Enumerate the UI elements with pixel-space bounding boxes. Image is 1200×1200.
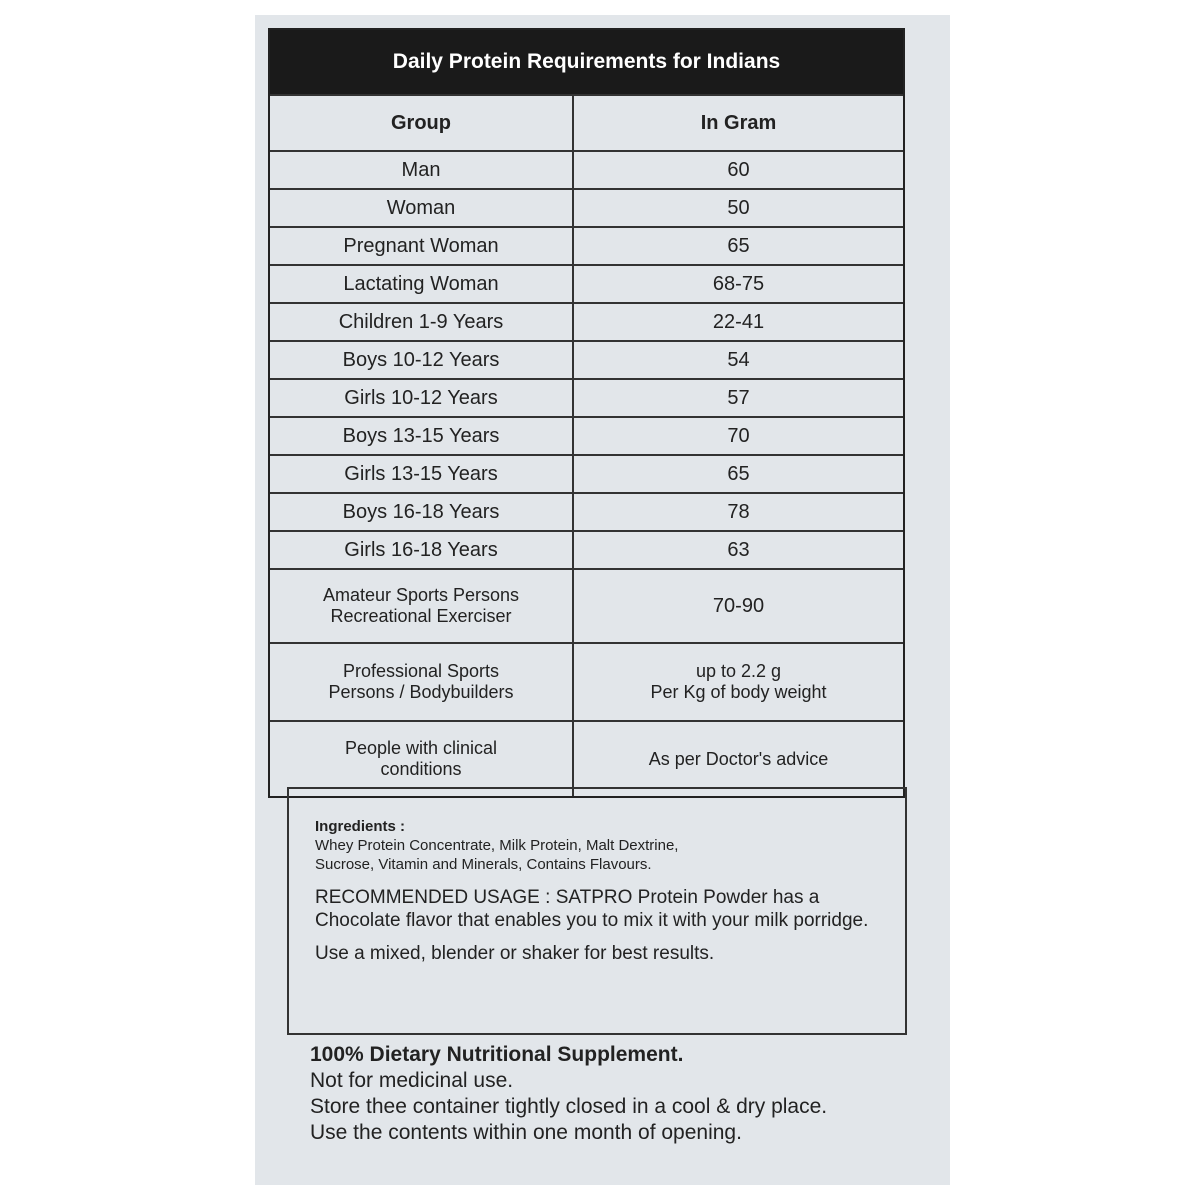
- usage-tip: Use a mixed, blender or shaker for best results.: [315, 943, 715, 964]
- ingredients-line: Whey Protein Concentrate, Milk Protein, Malt Dextrine,: [315, 837, 679, 854]
- cell-text: up to 2.2 g: [695, 661, 782, 681]
- footer-line: Not for medicinal use.: [310, 1069, 514, 1092]
- table-row: [270, 530, 903, 568]
- recommended-usage: RECOMMENDED USAGE : SATPRO Protein Powder has a Chocolate flavor that enables you to mix it with your milk porridge.: [315, 887, 869, 931]
- cell-group: [270, 190, 574, 226]
- cell-group: [270, 570, 574, 642]
- table-row: [270, 416, 903, 454]
- cell-text: Boys 16-18 Years: [342, 500, 500, 523]
- cell-grams: [574, 644, 903, 720]
- cell-group: [270, 266, 574, 302]
- cell-group: [270, 228, 574, 264]
- ingredients-line: Sucrose, Vitamin and Minerals, Contains Flavours.: [315, 856, 652, 873]
- footer-notes: [310, 1042, 827, 1146]
- footer-headline: 100% Dietary Nutritional Supplement.: [310, 1043, 684, 1066]
- cell-group: [270, 456, 574, 492]
- cell-text: Boys 10-12 Years: [342, 348, 500, 371]
- cell-text: conditions: [380, 759, 462, 779]
- cell-text: Amateur Sports Persons: [322, 585, 520, 605]
- cell-group: [270, 532, 574, 568]
- cell-text: 70: [727, 424, 750, 447]
- cell-grams: [574, 570, 903, 642]
- footer-line: Store thee container tightly closed in a cool & dry place.: [310, 1095, 828, 1118]
- cell-grams: [574, 266, 903, 302]
- table-row: [270, 720, 903, 796]
- protein-requirements-table: [268, 28, 905, 798]
- cell-text: Recreational Exerciser: [330, 606, 512, 626]
- cell-grams: [574, 228, 903, 264]
- table-row: [270, 492, 903, 530]
- cell-text: 68-75: [712, 272, 765, 295]
- cell-group: [270, 304, 574, 340]
- cell-text: As per Doctor's advice: [648, 748, 829, 769]
- ingredients-box: [287, 787, 907, 1035]
- cell-text: 78: [727, 500, 750, 523]
- cell-grams: [574, 456, 903, 492]
- cell-text: 57: [727, 386, 750, 409]
- cell-text: 50: [727, 196, 750, 219]
- cell-group: [270, 644, 574, 720]
- cell-text: Professional Sports: [342, 661, 500, 681]
- cell-grams: [574, 418, 903, 454]
- table-row: [270, 226, 903, 264]
- cell-group: [270, 418, 574, 454]
- cell-grams: [574, 304, 903, 340]
- cell-grams: [574, 342, 903, 378]
- table-row: [270, 378, 903, 416]
- cell-text: Girls 10-12 Years: [344, 386, 498, 409]
- header-group: Group: [270, 96, 574, 150]
- cell-grams: [574, 532, 903, 568]
- table-title: Daily Protein Requirements for Indians: [270, 30, 903, 94]
- table-row: [270, 188, 903, 226]
- cell-grams: [574, 494, 903, 530]
- cell-text: Children 1-9 Years: [338, 310, 504, 333]
- table-row: [270, 340, 903, 378]
- table-row: [270, 264, 903, 302]
- table-row: [270, 642, 903, 720]
- cell-group: [270, 342, 574, 378]
- cell-text: Woman: [386, 196, 456, 219]
- cell-text: Boys 13-15 Years: [342, 424, 500, 447]
- cell-group: [270, 722, 574, 796]
- cell-text: 54: [727, 348, 750, 371]
- cell-text: 65: [727, 462, 750, 485]
- cell-text: People with clinical: [344, 738, 498, 758]
- footer-line: Use the contents within one month of opening.: [310, 1121, 742, 1144]
- cell-text: 63: [727, 538, 750, 561]
- cell-text: Girls 16-18 Years: [344, 538, 498, 561]
- cell-group: [270, 380, 574, 416]
- cell-text: Pregnant Woman: [343, 234, 499, 257]
- table-row: [270, 150, 903, 188]
- cell-text: Per Kg of body weight: [650, 682, 827, 702]
- cell-text: Lactating Woman: [343, 272, 499, 295]
- cell-group: [270, 152, 574, 188]
- table-row: [270, 454, 903, 492]
- cell-text: Persons / Bodybuilders: [328, 682, 514, 702]
- cell-group: [270, 494, 574, 530]
- cell-text: 65: [727, 234, 750, 257]
- cell-grams: [574, 722, 903, 796]
- header-grams: In Gram: [700, 111, 777, 134]
- ingredients-title: Ingredients :: [315, 818, 406, 835]
- cell-grams: [574, 380, 903, 416]
- cell-text: Girls 13-15 Years: [344, 462, 498, 485]
- table-row: [270, 568, 903, 642]
- cell-text: 22-41: [712, 310, 765, 333]
- cell-text: Man: [401, 158, 441, 181]
- table-row: [270, 302, 903, 340]
- table-header-row: [270, 94, 903, 150]
- cell-text: 70-90: [712, 594, 765, 617]
- cell-grams: [574, 152, 903, 188]
- cell-grams: [574, 190, 903, 226]
- cell-text: 60: [727, 158, 750, 181]
